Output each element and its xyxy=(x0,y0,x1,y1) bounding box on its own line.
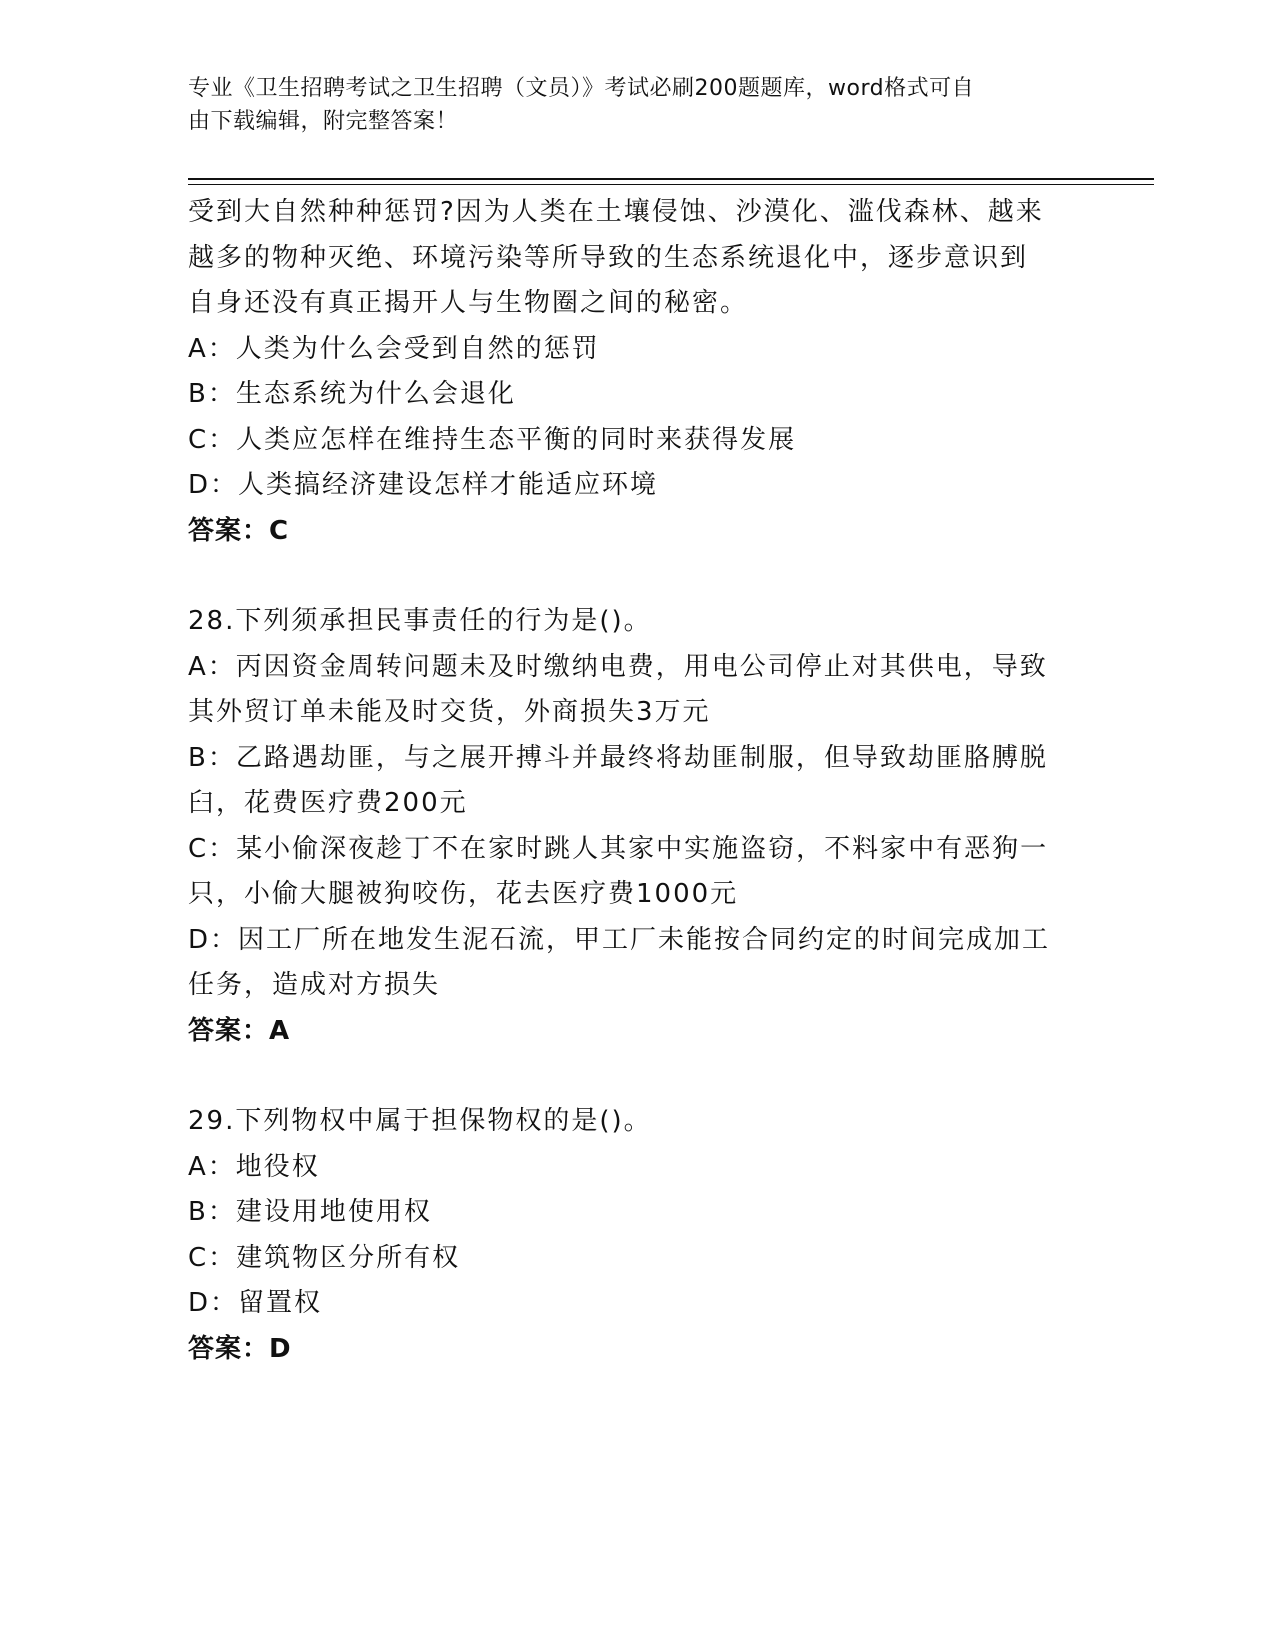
question-stem: 28.下列须承担民事责任的行为是()。 xyxy=(188,606,652,636)
option-b: B：乙路遇劫匪，与之展开搏斗并最终将劫匪制服，但导致劫匪胳膊脱 xyxy=(188,742,1048,773)
option-a: A：丙因资金周转问题未及时缴纳电费，用电公司停止对其供电，导致 xyxy=(188,651,1048,682)
option-d: D：人类搞经济建设怎样才能适应环境 xyxy=(188,470,659,500)
spacer xyxy=(188,1054,1088,1099)
option-b-cont: 臼，花费医疗费200元 xyxy=(188,788,468,818)
answer-line: 答案：A xyxy=(188,1015,291,1046)
option-c: C：建筑物区分所有权 xyxy=(188,1242,461,1273)
question-stem-line: 受到大自然种种惩罚?因为人类在土壤侵蚀、沙漠化、滥伐森林、越来 xyxy=(188,197,1044,227)
document-header xyxy=(188,72,1088,138)
spacer xyxy=(188,554,1088,599)
option-d: D：因工厂所在地发生泥石流，甲工厂未能按合同约定的时间完成加工 xyxy=(188,924,1051,955)
option-d: D：留置权 xyxy=(188,1288,323,1318)
option-a: A：人类为什么会受到自然的惩罚 xyxy=(188,333,600,364)
option-a-cont: 其外贸订单未能及时交货，外商损失3万元 xyxy=(188,697,711,727)
header-line-2: 由下载编辑，附完整答案！ xyxy=(188,109,459,134)
answer-line: 答案：C xyxy=(188,515,290,546)
question-27 xyxy=(188,190,1088,554)
question-stem-line: 自身还没有真正揭开人与生物圈之间的秘密。 xyxy=(188,288,749,318)
header-rule-thick xyxy=(188,178,1154,180)
option-c-cont: 只，小偷大腿被狗咬伤，花去医疗费1000元 xyxy=(188,879,739,909)
option-b: B：生态系统为什么会退化 xyxy=(188,379,516,409)
option-d-cont: 任务，造成对方损失 xyxy=(188,970,441,1000)
question-29 xyxy=(188,1099,1088,1372)
option-b: B：建设用地使用权 xyxy=(188,1197,432,1227)
question-stem-line: 越多的物种灭绝、环境污染等所导致的生态系统退化中，逐步意识到 xyxy=(188,242,1029,273)
question-stem: 29.下列物权中属于担保物权的是()。 xyxy=(188,1106,652,1136)
question-28 xyxy=(188,599,1088,1054)
option-a: A：地役权 xyxy=(188,1151,320,1182)
answer-line: 答案：D xyxy=(188,1333,292,1364)
question-content xyxy=(188,190,1088,1372)
option-c: C：人类应怎样在维持生态平衡的同时来获得发展 xyxy=(188,424,797,455)
header-rule-thin xyxy=(188,184,1154,185)
option-c: C：某小偷深夜趁丁不在家时跳人其家中实施盗窃，不料家中有恶狗一 xyxy=(188,833,1049,864)
header-line-1: 专业《卫生招聘考试之卫生招聘（文员）》考试必刷200题题库，word格式可自 xyxy=(188,76,975,101)
